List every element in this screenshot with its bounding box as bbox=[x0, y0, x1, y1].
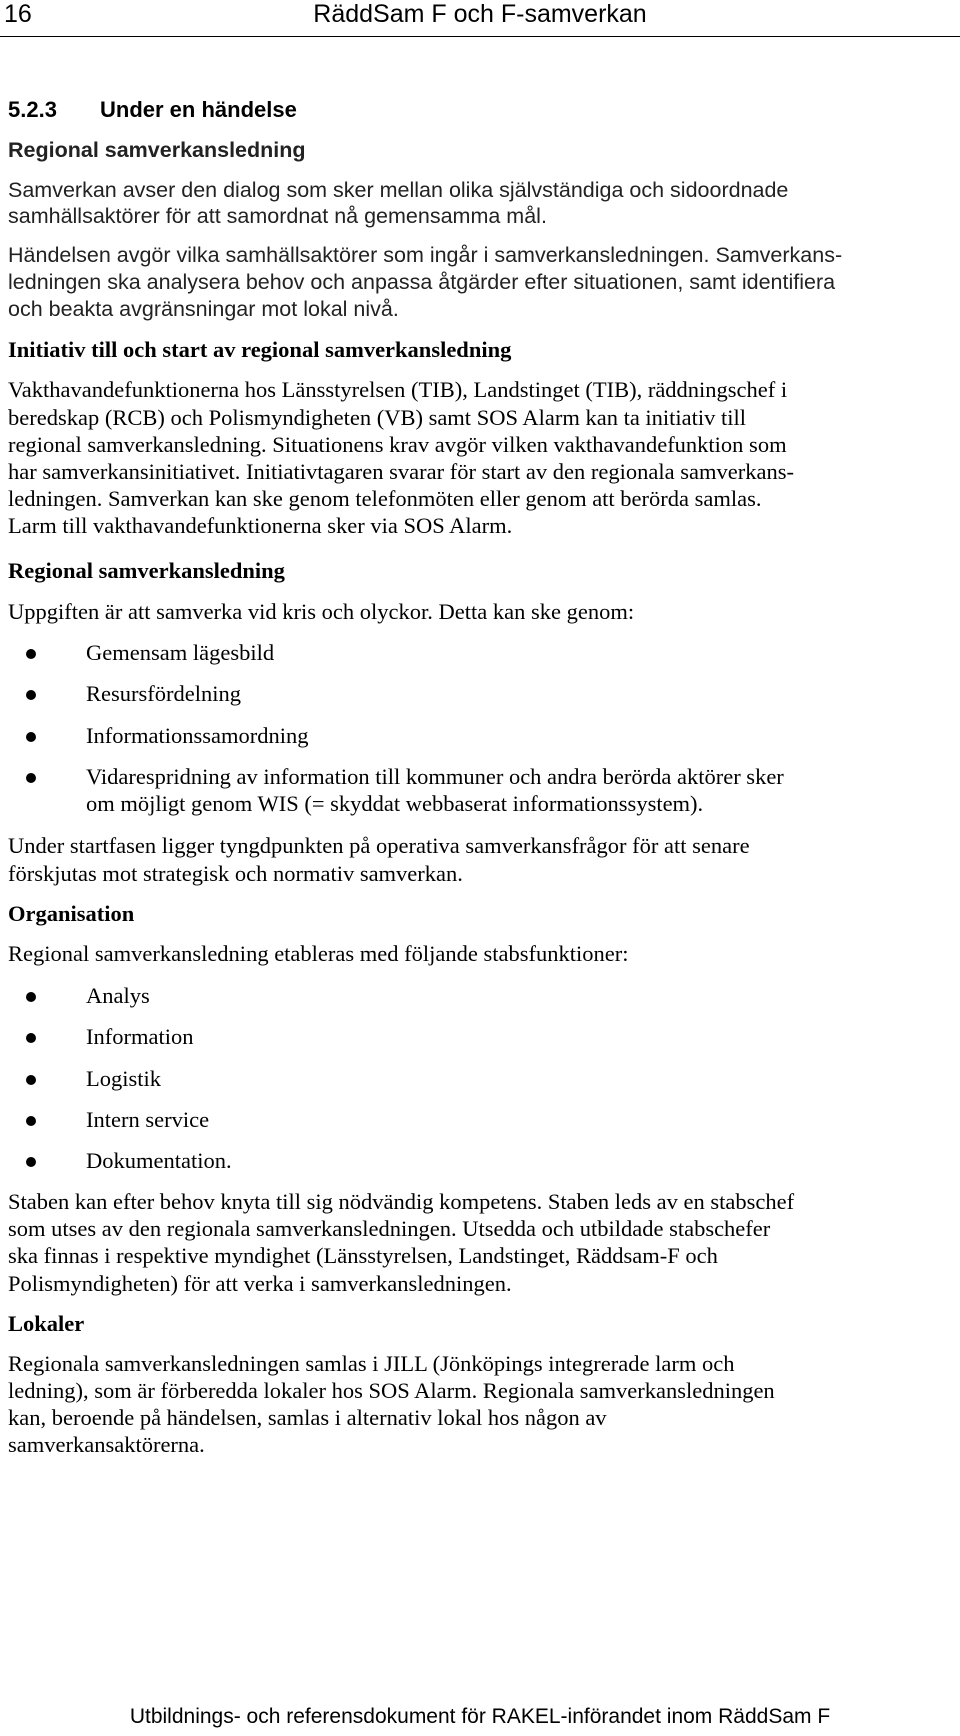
paragraph-line: Regional samverkansledning etableras med följande stabsfunktioner: bbox=[8, 941, 629, 966]
paragraph-line: kan, beroende på händelsen, samlas i alternativ lokal hos någon av bbox=[8, 1405, 607, 1430]
paragraph-line: förskjutas mot strategisk och normativ samverkan. bbox=[8, 861, 463, 886]
paragraph-line: Händelsen avgör vilka samhällsaktörer som ingår i samverkansledningen. Samverkans- bbox=[8, 243, 843, 267]
list-item: Informationssamordning bbox=[86, 723, 309, 748]
paragraph-line: Samverkan avser den dialog som sker mellan olika självständiga och sidoordnade bbox=[8, 178, 789, 202]
list-item: Vidarespridning av information till kommuner och andra berörda aktörer sker bbox=[86, 764, 784, 789]
list-item: Intern service bbox=[86, 1107, 210, 1132]
heading-lokaler: Lokaler bbox=[8, 1311, 85, 1336]
list-item: Dokumentation. bbox=[86, 1148, 232, 1173]
paragraph-line: Uppgiften är att samverka vid kris och olyckor. Detta kan ske genom: bbox=[8, 599, 635, 624]
paragraph-line: samhällsaktörer för att samordnat nå gemensamma mål. bbox=[8, 204, 547, 228]
list-item: Analys bbox=[86, 983, 150, 1008]
paragraph-line: Polismyndigheten) för att verka i samverkansledningen. bbox=[8, 1271, 512, 1296]
bullet-icon bbox=[26, 1116, 36, 1126]
paragraph-line: ska finnas i respektive myndighet (Länsstyrelsen, Landstinget, Räddsam-F och bbox=[8, 1243, 718, 1268]
paragraph-line: Under startfasen ligger tyngdpunkten på operativa samverkansfrågor för att senare bbox=[8, 833, 750, 858]
paragraph-line: samverkansaktörerna. bbox=[8, 1432, 205, 1457]
header-title: RäddSam F och F-samverkan bbox=[313, 0, 647, 28]
list-item: Logistik bbox=[86, 1066, 162, 1091]
list-item: Resursfördelning bbox=[86, 681, 241, 706]
paragraph-line: Vakthavandefunktionerna hos Länsstyrelsen (TIB), Landstinget (TIB), räddningschef i bbox=[8, 377, 788, 402]
list-item-continuation: om möjligt genom WIS (= skyddat webbaserat informationssystem). bbox=[86, 791, 704, 816]
heading-organisation: Organisation bbox=[8, 901, 135, 926]
heading-regional-samverkansledning-2: Regional samverkansledning bbox=[8, 558, 285, 583]
section-number: 5.2.3 bbox=[8, 97, 57, 122]
heading-initiativ: Initiativ till och start av regional samverkansledning bbox=[8, 337, 512, 362]
paragraph-line: ledning), som är förberedda lokaler hos SOS Alarm. Regionala samverkansledningen bbox=[8, 1378, 775, 1403]
bullet-icon bbox=[26, 773, 36, 783]
paragraph-line: ledningen. Samverkan kan ske genom telefonmöten eller genom att berörda samlas. bbox=[8, 486, 762, 511]
paragraph-line: och beakta avgränsningar mot lokal nivå. bbox=[8, 297, 399, 321]
paragraph-line: har samverkansinitiativet. Initiativtagaren svarar för start av den regionala samverkans- bbox=[8, 459, 794, 484]
page-header bbox=[0, 0, 960, 37]
paragraph-line: Staben kan efter behov knyta till sig nödvändig kompetens. Staben leds av en stabschef bbox=[8, 1189, 795, 1214]
section-heading bbox=[8, 97, 953, 123]
paragraph-line: som utses av den regionala samverkansledningen. Utsedda och utbildade stabschefer bbox=[8, 1216, 771, 1241]
paragraph-line: ledningen ska analysera behov och anpassa åtgärder efter situationen, samt identifiera bbox=[8, 270, 836, 294]
bullet-icon bbox=[26, 1157, 36, 1167]
bullet-icon bbox=[26, 1075, 36, 1085]
bullet-icon bbox=[26, 732, 36, 742]
section-title: Under en händelse bbox=[100, 97, 297, 122]
heading-regional-samverkansledning: Regional samverkansledning bbox=[8, 138, 306, 162]
bullet-icon bbox=[26, 649, 36, 659]
list-item: Information bbox=[86, 1024, 194, 1049]
paragraph-line: beredskap (RCB) och Polismyndigheten (VB) samt SOS Alarm kan ta initiativ till bbox=[8, 405, 747, 430]
bullet-icon bbox=[26, 992, 36, 1002]
paragraph-line: regional samverkansledning. Situationens krav avgör vilken vakthavandefunktion som bbox=[8, 432, 787, 457]
bullet-icon bbox=[26, 1033, 36, 1043]
list-item: Gemensam lägesbild bbox=[86, 640, 275, 665]
paragraph-line: Regionala samverkansledningen samlas i JILL (Jönköpings integrerade larm och bbox=[8, 1351, 735, 1376]
bullet-icon bbox=[26, 690, 36, 700]
page-footer: Utbildnings- och referensdokument för RAKEL-införandet inom RäddSam F bbox=[129, 1705, 831, 1728]
paragraph-line: Larm till vakthavandefunktionerna sker via SOS Alarm. bbox=[8, 513, 513, 538]
page-number: 16 bbox=[4, 0, 32, 28]
